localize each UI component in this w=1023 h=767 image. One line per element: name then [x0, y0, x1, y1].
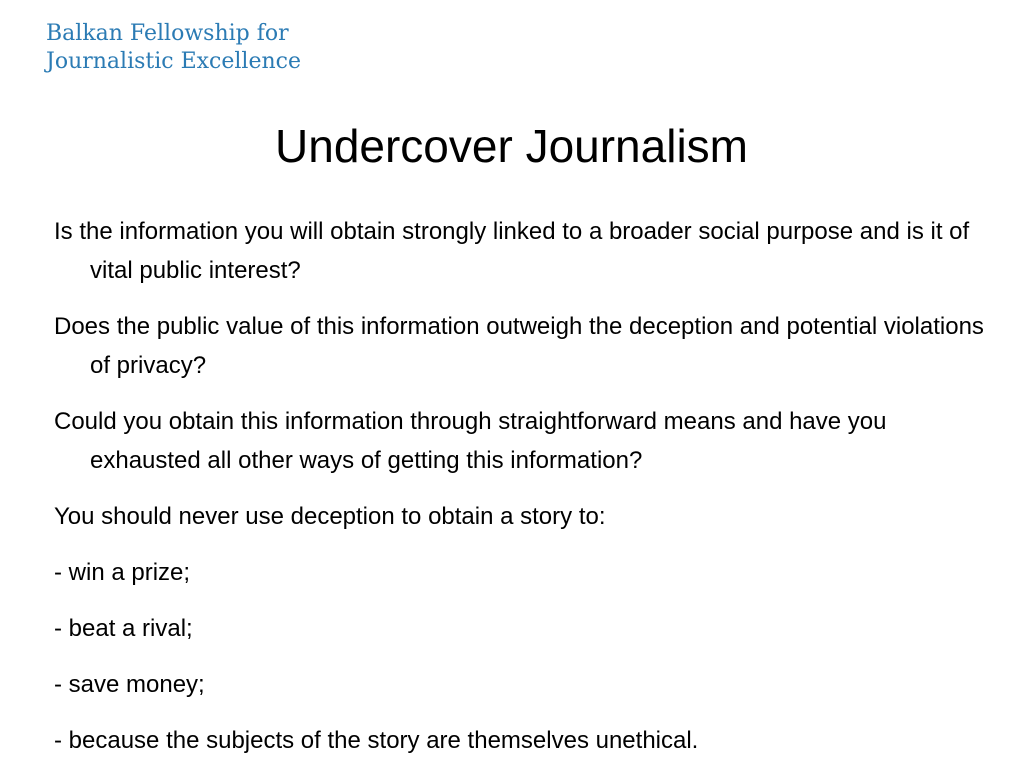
organization-logo — [46, 20, 301, 76]
slide-title: Undercover Journalism — [275, 120, 748, 172]
logo-line-1: Balkan Fellowship for — [46, 21, 289, 46]
logo-line-2: Journalistic Excellence — [46, 49, 301, 74]
paragraph-public-interest: Is the information you will obtain strongly linked to a broader social purpose and is it of vital public interest? — [54, 218, 970, 284]
paragraph-straightforward-means: Could you obtain this information through straightforward means and have you exhausted all other ways of getting this information? — [54, 408, 887, 474]
paragraph-public-value: Does the public value of this information outweigh the deception and potential violations of privacy? — [54, 313, 984, 379]
list-item-win-prize: - win a prize; — [54, 559, 191, 586]
paragraph-never-use-deception: You should never use deception to obtain a story to: — [54, 503, 606, 530]
list-item-beat-rival: - beat a rival; — [54, 615, 193, 642]
list-item-subjects-unethical: - because the subjects of the story are themselves unethical. — [54, 727, 699, 754]
list-item-save-money: - save money; — [54, 671, 205, 698]
slide-body — [54, 212, 994, 760]
